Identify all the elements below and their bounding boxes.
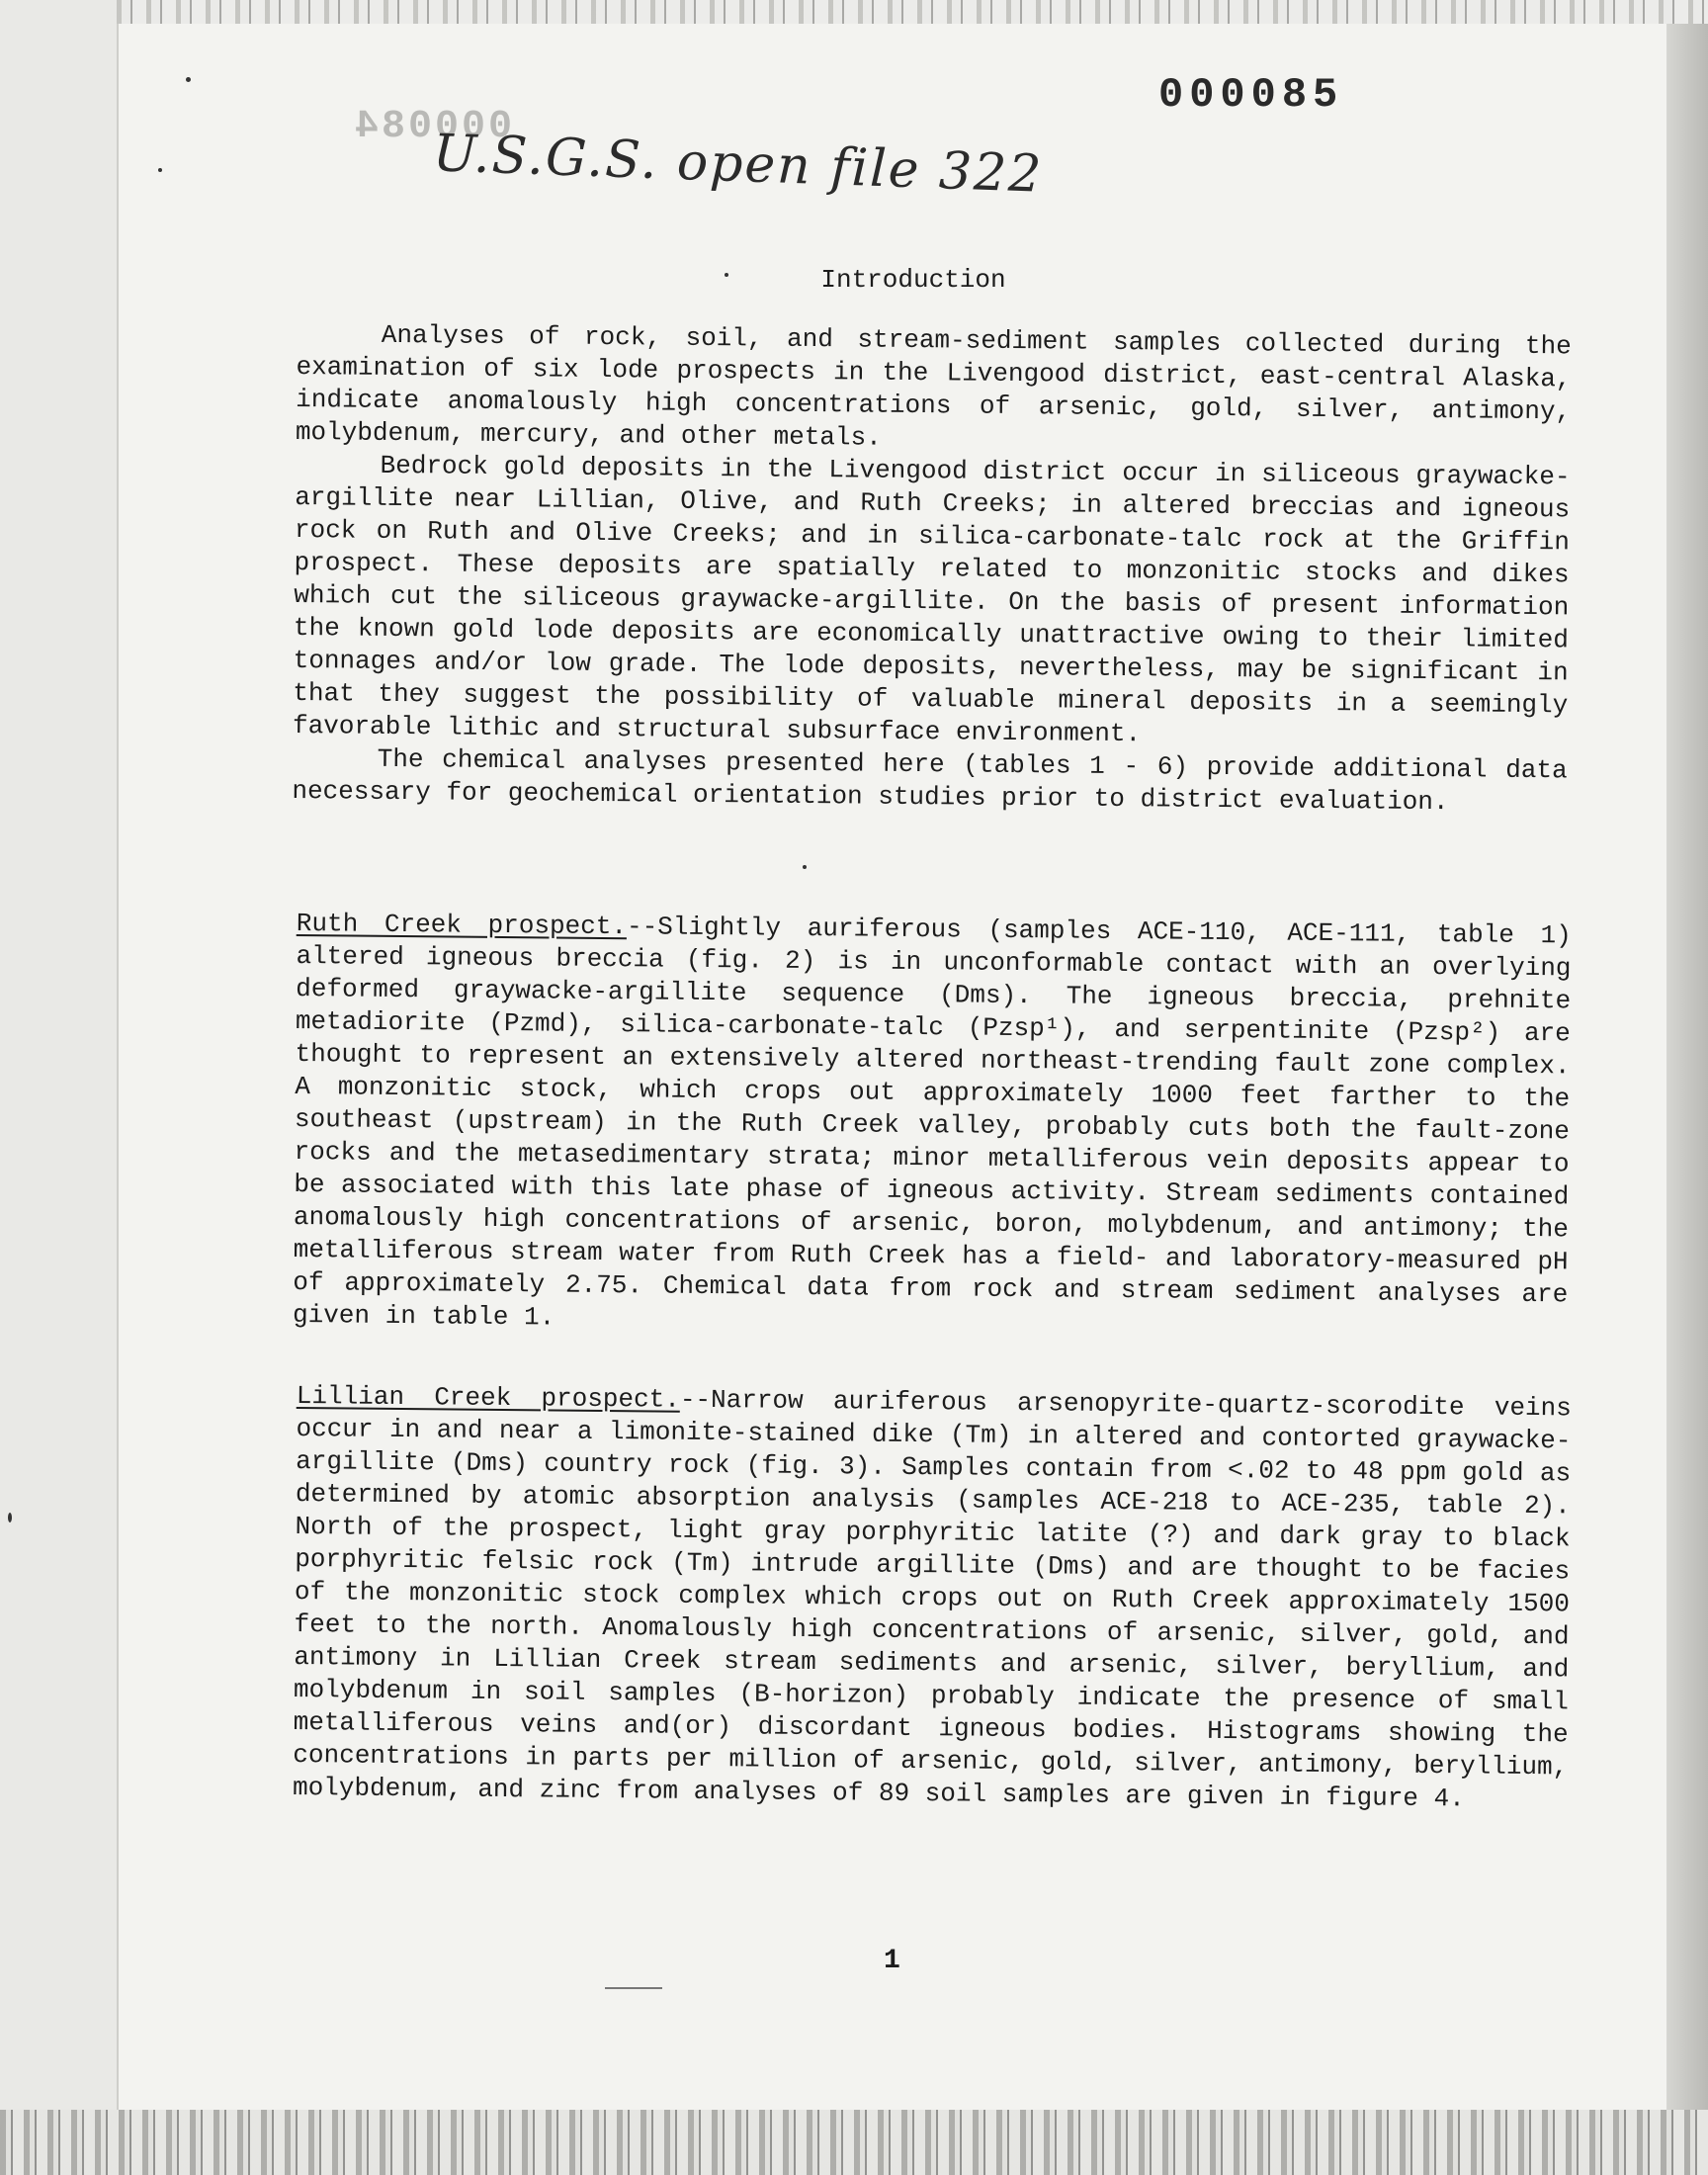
ruth-creek-paragraph [293,908,1572,1344]
handwritten-annotation: U.S.G.S. open file 322 [432,124,1045,205]
ruth-creek-section [293,908,1572,1344]
scan-speck [725,273,728,277]
scan-border-top [117,0,1708,24]
scan-border-bottom [0,2110,1708,2175]
lillian-creek-title: Lillian Creek prospect. [296,1381,681,1415]
ruth-creek-text: --Slightly auriferous (samples ACE-110, ACE-111, table 1) altered igneous breccia (fig. 2) is in unconformable contact with an overlying deformed graywacke-argillite sequence (Dms). The igneous breccia, prehnite metadiorite (Pzmd), silica-carbonate-talc (Pzsp¹), and serpentinite (Pzsp²) are thought to represent an extensively altered northeast-trending fault zone complex. A monzonitic stock, which crops out approximately 1000 feet farther to the southeast (upstream) in the Ruth Creek valley, probably cuts both the fault-zone rocks and the metasedimentary strata; minor metalliferous vein deposits appear to be associated with this late phase of igneous activity. Stream sediments contained anomalously high concentrations of arsenic, boron, molybdenum, and antimony; the metalliferous stream water from Ruth Creek has a field- and laboratory-measured pH of approximately 2.75. Chemical data from rock and stream sediment analyses are given in table 1. [292,912,1572,1333]
ghost-document-number: 000084 [352,105,513,149]
introduction-heading: Introduction [820,265,1006,295]
ruth-creek-title: Ruth Creek prospect. [296,908,628,942]
lillian-creek-section [293,1380,1572,1816]
scan-speck [158,168,162,172]
footer-dash [605,1987,662,1989]
document-number: 000085 [1158,71,1344,119]
scan-speck [8,1513,12,1522]
page-number: 1 [884,1946,900,1976]
scan-speck [803,865,807,869]
lillian-creek-text: --Narrow auriferous arsenopyrite-quartz-scorodite veins occur in and near a limonite-stained dike (Tm) in altered and contorted graywacke-argillite (Dms) country rock (fig. 3). Samples contain from <.02 to 48 ppm gold as determined by atomic absorption analysis (samples ACE-218 to ACE-235, table 2). North of the prospect, light gray porphyritic latite (?) and dark gray to black porphyritic felsic rock (Tm) intrude argillite (Dms) and are thought to be facies of the monzonitic stock complex which crops out on Ruth Creek approximately 1500 feet to the north. Anomalously high concentrations of arsenic, silver, gold, and antimony in Lillian Creek stream sediments and arsenic, silver, beryllium, and molybdenum in soil samples (B-horizon) probably indicate the presence of small metalliferous veins and(or) discordant igneous bodies. Histograms showing the concentrations in parts per million of arsenic, gold, silver, antimony, beryllium, molybdenum, and zinc from analyses of 89 soil samples are given in figure 4. [292,1384,1572,1814]
scan-border-right [1666,24,1708,2110]
intro-paragraph: The chemical analyses presented here (tables 1 - 6) provide additional data necessary for geochemical orientation studies prior to district evaluation. [292,743,1568,818]
scan-speck [186,77,191,82]
introduction-section [292,318,1572,820]
intro-paragraph: Bedrock gold deposits in the Livengood district occur in siliceous graywacke-argillite near Lillian, Olive, and Ruth Creeks; in altered breccias and igneous rock on Ruth and Olive Creeks; and in silica-carbonate-talc rock at the Griffin prospect. These deposits are spatially related to monzonitic stocks and dikes which cut the siliceous graywacke-argillite. On the basis of present information the known gold lode deposits are economically unattractive owing to their limited tonnages and/or low grade. The lode deposits, nevertheless, may be significant in that they suggest the possibility of valuable mineral deposits in a seemingly favorable lithic and structural subsurface environment. [292,450,1571,749]
intro-paragraph: Analyses of rock, soil, and stream-sediment samples collected during the examination of six lode prospects in the Livengood district, east-central Alaska, indicate anomalously high concentrations of arsenic, gold, silver, antimony, molybdenum, mercury, and other metals. [295,319,1572,453]
lillian-creek-paragraph [293,1380,1572,1816]
